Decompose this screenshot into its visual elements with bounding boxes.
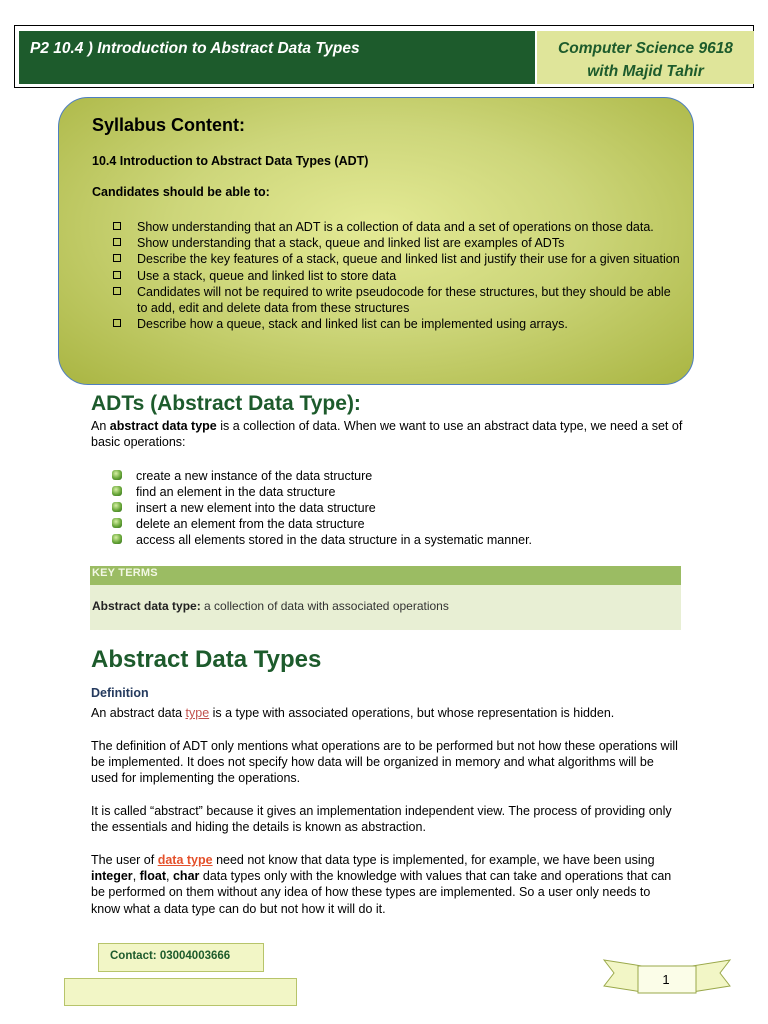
syllabus-item: Describe how a queue, stack and linked list can be implemented using arrays. [110,316,682,332]
section-heading: Abstract Data Types [91,646,322,673]
paragraph: It is called “abstract” because it gives an implementation independent view. The process of providing only the essentials and hiding the details is known as abstraction. [91,804,672,835]
header-brand-line1: Computer Science 9618 [558,40,733,57]
checkbox-icon [113,271,121,279]
checkbox-icon [113,238,121,246]
syllabus-item: Candidates will not be required to write pseudocode for these structures, but they should be able to add, edit and delete data from these structures [110,284,682,316]
header-brand [537,37,754,83]
bullet-icon [112,486,122,496]
paragraph: An abstract data type is a type with associated operations, but whose representation is hidden. [91,706,615,720]
paragraph: The user of data type need not know that data type is implemented, for example, we have been using integer, float, char data types only with the knowledge with values that can take and operations that can be performed on them without any idea of how these types are implemented. So a user only needs to know what a data type can do but not how it will do it. [91,853,672,916]
bullet-icon [112,518,122,528]
checkbox-icon [113,222,121,230]
checkbox-icon [113,287,121,295]
syllabus-subtitle: 10.4 Introduction to Abstract Data Types (ADT) [92,154,369,168]
bullet-icon [112,502,122,512]
list-item: find an element in the data structure [112,484,672,500]
key-terms-bar [90,566,681,585]
paragraph: The definition of ADT only mentions what operations are to be performed but not how these operations will be implemented. It does not specify how data will be organized in memory and what algorithms will be used for implementing the operations. [91,739,678,786]
key-terms-label: KEY TERMS [92,567,158,579]
checkbox-icon [113,254,121,262]
contact-text: Contact: 03004003666 [110,950,231,962]
footer-bar [64,978,297,1006]
syllabus-item: Show understanding that an ADT is a collection of data and a set of operations on those data. [110,219,682,235]
key-term-definition: Abstract data type: a collection of data with associated operations [92,599,449,613]
adt-intro: An abstract data type is a collection of data. When we want to use an abstract data type, we need a set of basic operations: [91,419,683,450]
operations-list [112,468,672,548]
syllabus-item: Use a stack, queue and linked list to store data [110,268,682,284]
list-item: access all elements stored in the data structure in a systematic manner. [112,532,672,548]
bullet-icon [112,534,122,544]
syllabus-item: Describe the key features of a stack, queue and linked list and justify their use for a given situation [110,251,682,267]
syllabus-item: Show understanding that a stack, queue and linked list are examples of ADTs [110,235,682,251]
syllabus-intro: Candidates should be able to: [92,185,270,199]
list-item: create a new instance of the data structure [112,468,672,484]
list-item: insert a new element into the data structure [112,500,672,516]
checkbox-icon [113,319,121,327]
syllabus-list [110,219,682,332]
syllabus-title: Syllabus Content: [92,115,246,135]
list-item: delete an element from the data structure [112,516,672,532]
header-title: P2 10.4 ) Introduction to Abstract Data Types [30,40,360,57]
adt-heading: ADTs (Abstract Data Type): [91,392,361,415]
definition-label: Definition [91,686,149,700]
bullet-icon [112,470,122,480]
type-link[interactable]: type [185,706,210,720]
header-brand-line2: with Majid Tahir [587,63,704,80]
page-number: 1 [662,972,670,987]
data-type-link[interactable]: data type [157,853,213,867]
